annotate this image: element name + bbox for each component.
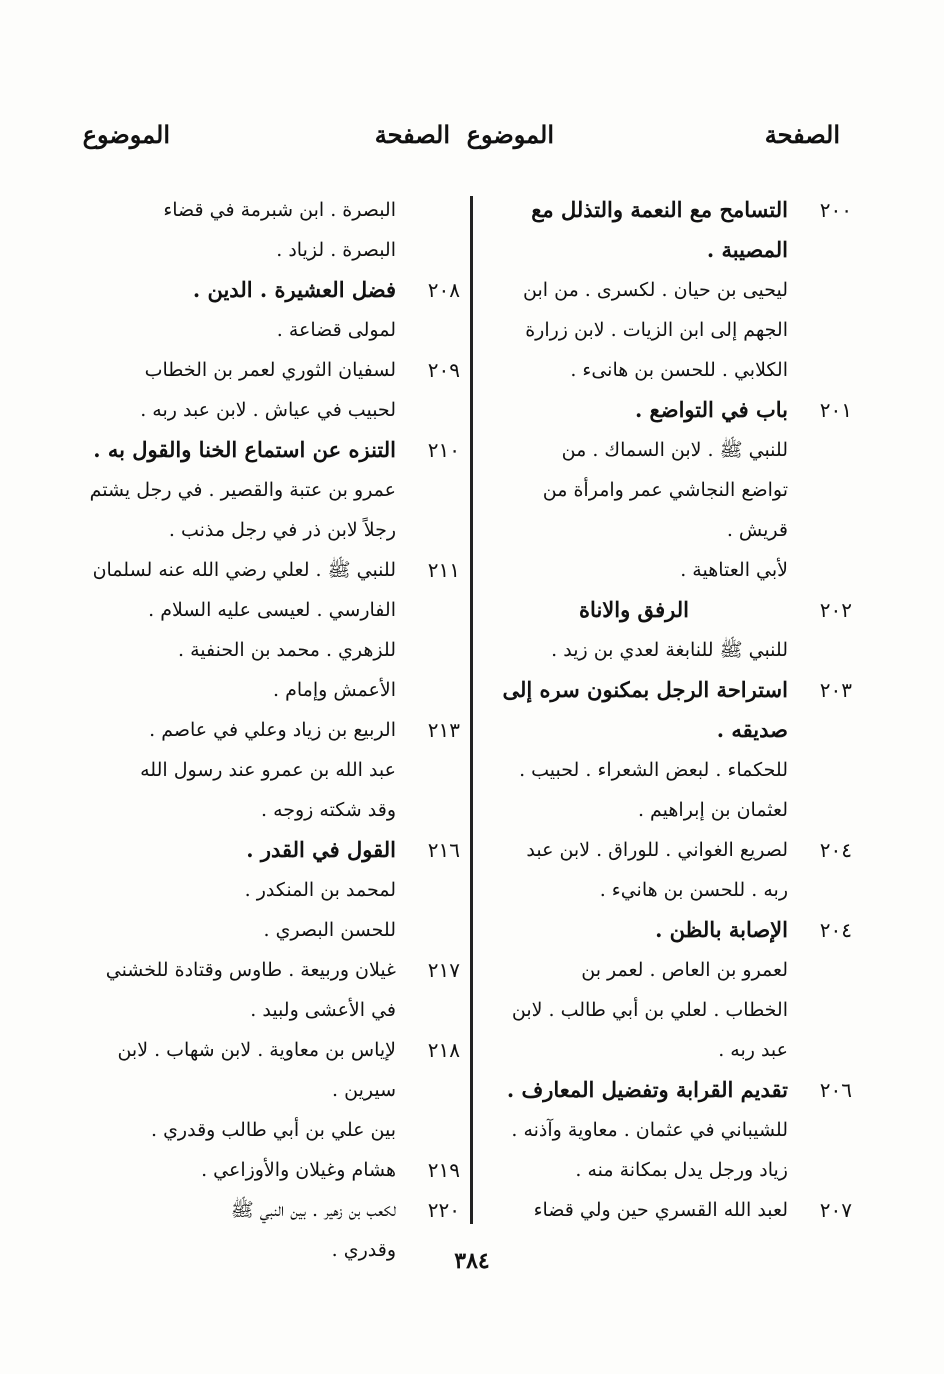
entry-line: عمرو بن عتبة والقصير . في رجل يشتم <box>89 479 396 501</box>
entry-line: هشام وغيلان والأوزاعي . <box>201 1159 396 1181</box>
index-entry <box>88 350 460 430</box>
entry-title: القول في القدر . <box>246 837 396 862</box>
entry-title: التنزه عن استماع الخنا والقول به . <box>93 437 396 462</box>
entry-line: لإياس بن معاوية . لابن شهاب . لابن <box>117 1039 396 1061</box>
entry-page-number: ٢٠١ <box>819 398 852 422</box>
header-page-label-right: الصفحة <box>764 120 840 149</box>
entry-line: للزهري . محمد بن الحنفية . <box>178 639 396 661</box>
entry-page-number: ٢٠٧ <box>819 1198 852 1222</box>
entry-line: البصرة . ابن شبرمة في قضاء <box>163 199 396 221</box>
index-column-left <box>88 190 460 1270</box>
entry-line: لكعب بن زهير . بين النبي ﷺ <box>230 1199 396 1221</box>
entry-line: للنبي ﷺ للنابغة لعدي بن زيد . <box>551 639 788 661</box>
entry-line: الفارسي . لعيسى عليه السلام . <box>148 599 396 621</box>
entry-line: تواضع النجاشي عمر وامرأة من <box>542 479 788 501</box>
entry-line: رجلاً لابن ذر في رجل مذنب . <box>168 519 396 541</box>
entry-line: للنبي ﷺ . لابن السماك . من <box>561 439 788 461</box>
entry-line: لعمرو بن العاص . لعمر بن <box>581 959 788 981</box>
header-topic-label-right: الموضوع <box>466 120 554 149</box>
index-entry <box>88 710 460 830</box>
entry-title: استراحة الرجل بمكنون سره إلى <box>502 677 788 702</box>
entry-line: سيرين . <box>332 1079 396 1101</box>
entry-line: للشيباني في عثمان . معاوية وآذنه . <box>511 1119 788 1141</box>
entry-line: لمحمد بن المنكدر . <box>244 879 396 901</box>
index-entry <box>480 830 852 910</box>
index-entry <box>480 910 852 1070</box>
entry-line: وقد شكته زوجه . <box>260 799 396 821</box>
entry-line: زياد ورجل يدل بمكانة منه . <box>575 1159 788 1181</box>
entry-title: الرفق والاناة <box>579 597 689 622</box>
entry-line: لعبد الله القسري حين ولي قضاء <box>533 1199 788 1221</box>
entry-page-number: ٢١٣ <box>427 718 460 742</box>
entry-line: للحكماء . لبعض الشعراء . لحبيب . <box>519 759 788 781</box>
entry-page-number: ٢٠٢ <box>819 598 852 622</box>
index-entry <box>480 190 852 390</box>
entry-title: فضل العشيرة . الدين . <box>192 277 396 302</box>
entry-line: غيلان وربيعة . طاوس وقتادة للخشني <box>105 959 396 981</box>
index-entry <box>480 1070 852 1190</box>
entry-line: لحبيب في عياش . لابن عبد ربه . <box>140 399 396 421</box>
entry-title: المصيبة . <box>706 237 788 262</box>
index-entry <box>88 1030 460 1150</box>
entry-page-number: ٢٢٠ <box>427 1198 460 1222</box>
entry-line: ربه . للحسن بن هانيء . <box>599 879 788 901</box>
entry-line: الربيع بن زياد وعلي في عاصم . <box>149 719 396 741</box>
index-entry <box>88 550 460 710</box>
entry-line: لمولى قضاعة . <box>276 319 396 341</box>
entry-page-number: ٢٠٣ <box>819 678 852 702</box>
index-entry <box>480 590 852 670</box>
entry-page-number: ٢٠٩ <box>427 358 460 382</box>
index-entry <box>88 950 460 1030</box>
entry-title: باب في التواضع . <box>634 397 788 422</box>
entry-line: الجهم إلى ابن الزيات . لابن زرارة <box>525 319 788 341</box>
entry-line: لسفيان الثوري لعمر بن الخطاب <box>144 359 396 381</box>
entry-title: تقديم القرابة وتفضيل المعارف . <box>506 1077 788 1102</box>
index-entry <box>480 670 852 830</box>
page-number: ٣٨٤ <box>454 1248 490 1274</box>
entry-line: ليحيى بن حيان . لكسرى . من ابن <box>523 279 788 301</box>
index-entry <box>88 1150 460 1190</box>
entry-line: عبد ربه . <box>718 1039 788 1061</box>
header-page-label-left: الصفحة <box>374 120 450 149</box>
entry-line: لأبي العتاهية . <box>680 559 788 581</box>
entry-line: عبد الله بن عمرو عند رسول الله <box>140 759 396 781</box>
index-entry <box>88 270 460 350</box>
entry-page-number: ٢٠٨ <box>427 278 460 302</box>
index-column-right <box>480 190 852 1230</box>
column-divider <box>470 196 473 1224</box>
header-topic-label-left: الموضوع <box>82 120 170 149</box>
entry-page-number: ٢١٩ <box>427 1158 460 1182</box>
entry-title: التسامح مع النعمة والتذلل مع <box>531 197 788 222</box>
entry-page-number: ٢٠٤ <box>819 838 852 862</box>
entry-line: للحسن البصري . <box>263 919 396 941</box>
index-entry <box>88 830 460 950</box>
entry-line: بين علي بن أبي طالب وقدري . <box>150 1119 396 1141</box>
entry-line: الأعمش وإمام . <box>273 679 396 701</box>
entry-page-number: ٢٠٠ <box>819 198 852 222</box>
entry-line: البصرة . لزياد . <box>276 239 396 261</box>
entry-line: قريش . <box>726 519 788 541</box>
entry-page-number: ٢١١ <box>427 558 460 582</box>
entry-page-number: ٢١٠ <box>427 438 460 462</box>
entry-page-number: ٢٠٦ <box>819 1078 852 1102</box>
entry-line: للنبي ﷺ . لعلي رضي الله عنه لسلمان <box>92 559 396 581</box>
entry-line: لصريع الغواني . للوراق . لابن عبد <box>526 839 788 861</box>
entry-page-number: ٢٠٤ <box>819 918 852 942</box>
entry-line: الخطاب . لعلي بن أبي طالب . لابن <box>511 999 788 1021</box>
entry-page-number: ٢١٨ <box>427 1038 460 1062</box>
index-entry <box>480 1190 852 1230</box>
entry-page-number: ٢١٧ <box>427 958 460 982</box>
entry-line: وقدري . <box>331 1239 396 1261</box>
entry-title: الإصابة بالظن . <box>655 917 788 942</box>
entry-line: الكلابي . للحسن بن هانىء . <box>570 359 788 381</box>
entry-line: لعثمان بن إبراهيم . <box>637 799 788 821</box>
index-entry <box>88 190 460 270</box>
index-entry <box>88 430 460 550</box>
entry-title: صديقه . <box>716 717 788 742</box>
index-entry <box>480 390 852 590</box>
entry-page-number: ٢١٦ <box>427 838 460 862</box>
entry-line: في الأعشى ولبيد . <box>250 999 396 1021</box>
